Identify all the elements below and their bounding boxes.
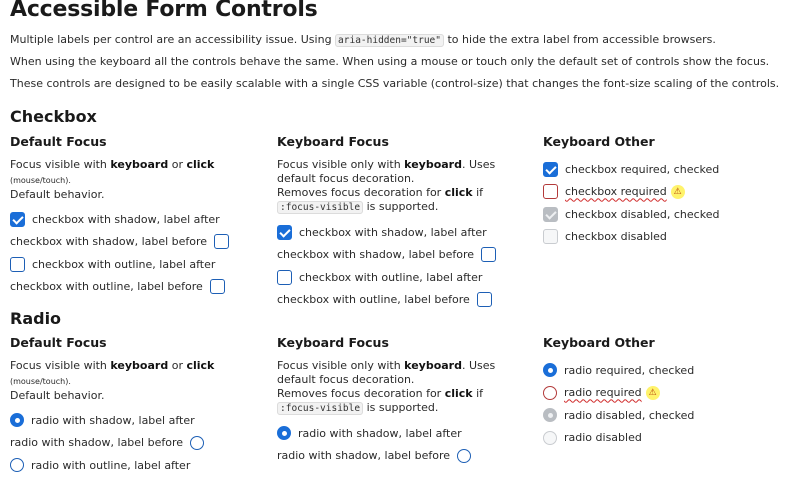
radio-unchecked[interactable] bbox=[457, 449, 471, 463]
checkbox-keyboard-other-column bbox=[543, 134, 793, 248]
checkbox-row: checkbox disabled bbox=[543, 226, 793, 249]
warning-icon: ⚠ bbox=[646, 386, 660, 400]
checkbox-required-invalid[interactable] bbox=[543, 184, 558, 199]
checkbox-row[interactable]: checkbox with outline, label after bbox=[10, 253, 260, 276]
checkbox-row[interactable]: checkbox with shadow, label before bbox=[277, 244, 527, 267]
radio-row[interactable]: radio with shadow, label after bbox=[10, 409, 260, 432]
column-heading: Keyboard Focus bbox=[277, 335, 389, 350]
column-heading: Keyboard Other bbox=[543, 335, 655, 350]
intro-paragraph-1: Multiple labels per control are an accessibility issue. Using aria-hidden="true" to hide the extra label from accessible browsers. bbox=[10, 33, 716, 46]
section-heading-checkbox: Checkbox bbox=[10, 107, 97, 126]
checkbox-checked[interactable] bbox=[277, 225, 292, 240]
radio-default-focus-column bbox=[10, 335, 260, 477]
checkbox-row[interactable]: checkbox with shadow, label before bbox=[10, 231, 260, 254]
warning-icon: ⚠ bbox=[671, 185, 685, 199]
checkbox-unchecked[interactable] bbox=[210, 279, 225, 294]
column-heading: Default Focus bbox=[10, 335, 107, 350]
radio-unchecked[interactable] bbox=[190, 436, 204, 450]
checkbox-row[interactable]: checkbox required ⚠ bbox=[543, 181, 793, 204]
column-description: Focus visible with keyboard or click (mouse/touch). Default behavior. bbox=[10, 158, 215, 201]
page-title: Accessible Form Controls bbox=[10, 0, 318, 22]
radio-row[interactable]: radio with shadow, label before bbox=[10, 432, 260, 455]
radio-required-invalid[interactable] bbox=[543, 386, 557, 400]
checkbox-disabled bbox=[543, 229, 558, 244]
radio-unchecked[interactable] bbox=[10, 458, 24, 472]
radio-row: radio disabled, checked bbox=[543, 404, 793, 427]
checkbox-row: checkbox disabled, checked bbox=[543, 203, 793, 226]
radio-checked[interactable] bbox=[277, 426, 291, 440]
code-snippet: aria-hidden="true" bbox=[335, 34, 444, 47]
checkbox-row[interactable]: checkbox with outline, label before bbox=[10, 276, 260, 299]
code-snippet: :focus-visible bbox=[277, 402, 363, 415]
column-description: Focus visible with keyboard or click (mouse/touch). Default behavior. bbox=[10, 359, 215, 402]
checkbox-default-focus-column bbox=[10, 134, 260, 298]
radio-required-checked[interactable] bbox=[543, 363, 557, 377]
checkbox-unchecked[interactable] bbox=[214, 234, 229, 249]
checkbox-unchecked[interactable] bbox=[481, 247, 496, 262]
radio-row[interactable]: radio required ⚠ bbox=[543, 382, 793, 405]
checkbox-row[interactable]: checkbox required, checked bbox=[543, 158, 793, 181]
checkbox-checked[interactable] bbox=[10, 212, 25, 227]
radio-row: radio disabled bbox=[543, 427, 793, 450]
column-description: Focus visible only with keyboard. Uses default focus decoration. Removes focus decoration for click if :focus-visible is supported. bbox=[277, 359, 496, 414]
radio-disabled-checked bbox=[543, 408, 557, 422]
intro-paragraph-2: When using the keyboard all the controls behave the same. When using a mouse or touch only the default set of controls show the focus. bbox=[10, 55, 770, 68]
radio-checked[interactable] bbox=[10, 413, 24, 427]
radio-keyboard-focus-column bbox=[277, 335, 527, 467]
checkbox-row[interactable]: checkbox with outline, label before bbox=[277, 289, 527, 312]
checkbox-unchecked[interactable] bbox=[477, 292, 492, 307]
radio-row[interactable]: radio with shadow, label after bbox=[277, 422, 527, 445]
code-snippet: :focus-visible bbox=[277, 201, 363, 214]
column-heading: Keyboard Focus bbox=[277, 134, 389, 149]
checkbox-required-checked[interactable] bbox=[543, 162, 558, 177]
checkbox-row[interactable]: checkbox with shadow, label after bbox=[277, 221, 527, 244]
checkbox-row[interactable]: checkbox with shadow, label after bbox=[10, 208, 260, 231]
intro-paragraph-3: These controls are designed to be easily scalable with a single CSS variable (control-size) that changes the font-size scaling of the controls. bbox=[10, 77, 780, 90]
checkbox-disabled-checked bbox=[543, 207, 558, 222]
radio-keyboard-other-column bbox=[543, 335, 793, 449]
radio-row[interactable]: radio with outline, label after bbox=[10, 454, 260, 477]
checkbox-row[interactable]: checkbox with outline, label after bbox=[277, 266, 527, 289]
column-description: Focus visible only with keyboard. Uses default focus decoration. Removes focus decoration for click if :focus-visible is supported. bbox=[277, 158, 496, 213]
checkbox-keyboard-focus-column bbox=[277, 134, 527, 311]
checkbox-unchecked[interactable] bbox=[10, 257, 25, 272]
column-heading: Keyboard Other bbox=[543, 134, 655, 149]
radio-row[interactable]: radio required, checked bbox=[543, 359, 793, 382]
section-heading-radio: Radio bbox=[10, 309, 62, 328]
radio-row[interactable]: radio with shadow, label before bbox=[277, 445, 527, 468]
radio-disabled bbox=[543, 431, 557, 445]
checkbox-unchecked[interactable] bbox=[277, 270, 292, 285]
column-heading: Default Focus bbox=[10, 134, 107, 149]
